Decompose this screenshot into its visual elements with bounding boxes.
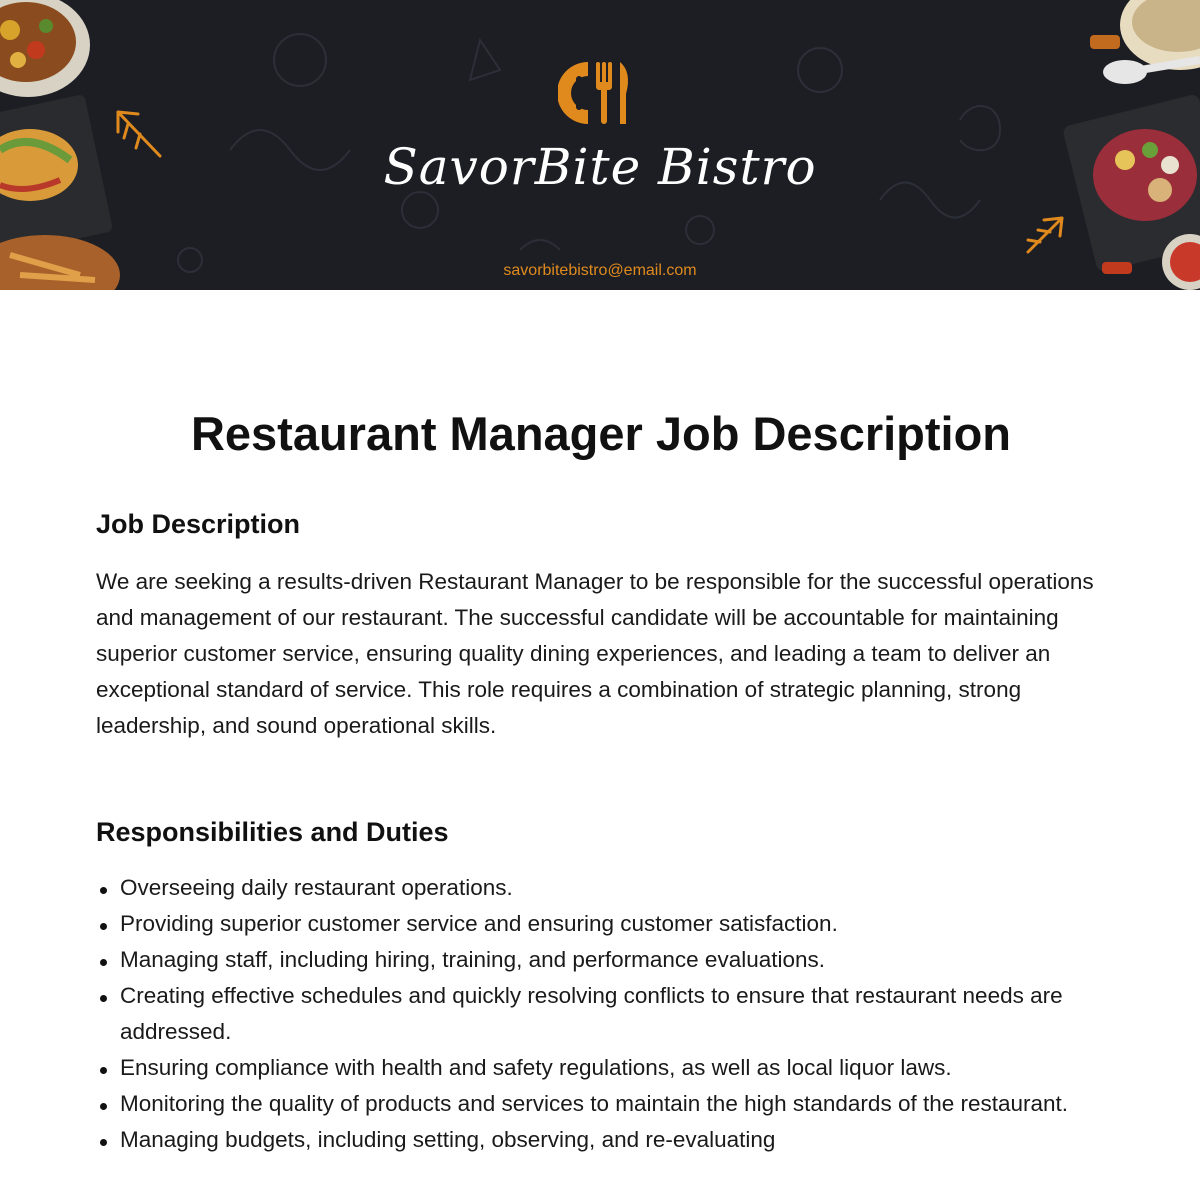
list-item-text: Creating effective schedules and quickly resolving conflicts to ensure that restaurant needs are addressed. — [120, 983, 1063, 1044]
list-item-text: Overseeing daily restaurant operations. — [120, 875, 513, 900]
utensils-logo-icon — [558, 58, 634, 128]
list-item-text: Providing superior customer service and ensuring customer satisfaction. — [120, 911, 838, 936]
list-item — [96, 870, 1106, 906]
list-item — [96, 942, 1106, 978]
list-item-text: Managing staff, including hiring, training, and performance evaluations. — [120, 947, 826, 972]
section-heading-responsibilities: Responsibilities and Duties — [96, 817, 449, 847]
bullet-icon — [100, 1103, 107, 1110]
bullet-icon — [100, 1139, 107, 1146]
list-item — [96, 1050, 1106, 1086]
bullet-icon — [100, 959, 107, 966]
bullet-icon — [100, 995, 107, 1002]
list-item — [96, 1122, 1106, 1158]
list-item-text: Managing budgets, including setting, observing, and re-evaluating — [120, 1127, 776, 1152]
job-description-paragraph: We are seeking a results-driven Restaurant Manager to be responsible for the successful operations and management of our restaurant. The successful candidate will be accountable for maintaining superior customer service, ensuring quality dining experiences, and leading a team to deliver an exceptional standard of service. This role requires a combination of strategic planning, strong leadership, and sound operational skills. — [96, 569, 1094, 738]
list-item — [96, 906, 1106, 942]
bullet-icon — [100, 1067, 107, 1074]
arrow-decoration-right — [1028, 218, 1062, 252]
bullet-icon — [100, 923, 107, 930]
list-item — [96, 978, 1106, 1050]
header-banner — [0, 0, 1200, 290]
section-heading-job-description: Job Description — [96, 509, 301, 539]
document-body — [96, 404, 1106, 1158]
list-item-text: Ensuring compliance with health and safety regulations, as well as local liquor laws. — [120, 1055, 952, 1080]
list-item-text: Monitoring the quality of products and services to maintain the high standards of the restaurant. — [120, 1091, 1069, 1116]
responsibilities-list — [96, 870, 1106, 1158]
bullet-icon — [100, 887, 107, 894]
page-title: Restaurant Manager Job Description — [190, 407, 1012, 460]
brand-email[interactable]: savorbitebistro@email.com — [503, 262, 697, 279]
list-item — [96, 1086, 1106, 1122]
brand-name: SavorBite Bistro — [383, 138, 817, 196]
